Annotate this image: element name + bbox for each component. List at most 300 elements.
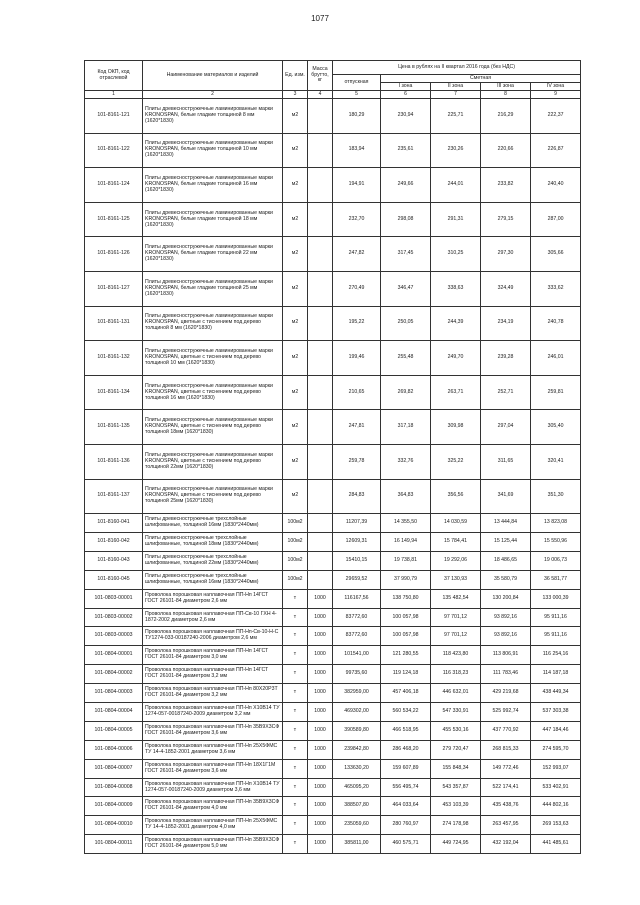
- price-zone4: 320,41: [531, 444, 581, 479]
- item-name: Плиты древесностружечные ламинированные марки KRONOSPAN, белые гладкие толщиной 22 мм (1620*1830): [143, 237, 283, 272]
- table-row: [85, 551, 581, 570]
- price-zone3: 437 770,92: [481, 721, 531, 740]
- price-release: 194,91: [333, 168, 381, 203]
- price-zone1: 255,48: [381, 341, 431, 376]
- price-release: 259,78: [333, 444, 381, 479]
- table-row: [85, 570, 581, 589]
- table-body-wires: [85, 514, 581, 854]
- table-row: [85, 168, 581, 203]
- price-zone3: 130 200,84: [481, 589, 531, 608]
- price-release: 239842,80: [333, 740, 381, 759]
- price-zone1: 138 750,80: [381, 589, 431, 608]
- price-zone3: 268 815,33: [481, 740, 531, 759]
- price-zone3: 111 783,46: [481, 665, 531, 684]
- price-zone4: 246,01: [531, 341, 581, 376]
- price-release: 385811,00: [333, 835, 381, 854]
- item-code: 101-8160-041: [85, 514, 143, 533]
- price-release: 180,29: [333, 99, 381, 134]
- price-zone1: 332,76: [381, 444, 431, 479]
- item-code: 101-0804-00001: [85, 646, 143, 665]
- table-row: [85, 703, 581, 722]
- item-code: 101-8161-125: [85, 202, 143, 237]
- price-zone2: 455 530,16: [431, 721, 481, 740]
- price-zone3: 525 992,74: [481, 703, 531, 722]
- price-zone4: 259,81: [531, 375, 581, 410]
- price-zone1: 269,82: [381, 375, 431, 410]
- price-zone1: 249,66: [381, 168, 431, 203]
- header-name: Наименование материалов и изделий: [143, 61, 283, 91]
- price-zone1: 457 406,18: [381, 684, 431, 703]
- price-release: 12609,31: [333, 533, 381, 552]
- price-zone3: 35 580,79: [481, 570, 531, 589]
- item-code: 101-8160-043: [85, 551, 143, 570]
- item-unit: м2: [283, 479, 308, 514]
- price-zone3: 220,66: [481, 133, 531, 168]
- price-zone3: 263 457,95: [481, 816, 531, 835]
- item-code: 101-8161-126: [85, 237, 143, 272]
- price-release: 210,65: [333, 375, 381, 410]
- price-zone2: 446 632,01: [431, 684, 481, 703]
- price-zone1: 560 534,22: [381, 703, 431, 722]
- item-name: Проволока порошковая наплавочная ПП-Нп 35В9Х3СФ ГОСТ 26101-84 диаметром 3,6 мм: [143, 721, 283, 740]
- col-number: 2: [143, 91, 283, 99]
- item-mass: [308, 570, 333, 589]
- item-name: Плиты древесностружечные ламинированные марки KRONOSPAN, цветные с тиснением под дерево толщиной 22мм (1620*1830): [143, 444, 283, 479]
- item-unit: м2: [283, 99, 308, 134]
- price-zone3: 234,19: [481, 306, 531, 341]
- price-zone2: 291,31: [431, 202, 481, 237]
- item-name: Проволока порошковая наплавочная ПП-Нп 14ГСТ ГОСТ 26101-84 диаметром 3,2 мм: [143, 665, 283, 684]
- price-release: 465095,20: [333, 778, 381, 797]
- price-zone2: 453 103,39: [431, 797, 481, 816]
- price-zone3: 297,30: [481, 237, 531, 272]
- price-release: 11207,39: [333, 514, 381, 533]
- price-zone4: 537 303,38: [531, 703, 581, 722]
- price-zone1: 250,05: [381, 306, 431, 341]
- item-name: Плиты древесностружечные трехслойные шлифованные, толщиной 22мм (1830*2440мм): [143, 551, 283, 570]
- price-zone3: 18 486,65: [481, 551, 531, 570]
- item-name: Плиты древесностружечные ламинированные марки KRONOSPAN, белые гладкие толщиной 16 мм (1620*1830): [143, 168, 283, 203]
- price-zone3: 252,71: [481, 375, 531, 410]
- item-name: Плиты древесностружечные ламинированные марки KRONOSPAN, цветные с тиснением под дерево толщиной 25мм (1620*1830): [143, 479, 283, 514]
- item-mass: [308, 444, 333, 479]
- price-zone3: 432 192,04: [481, 835, 531, 854]
- price-zone3: 93 892,16: [481, 627, 531, 646]
- price-zone3: 297,04: [481, 410, 531, 445]
- item-mass: 1000: [308, 627, 333, 646]
- price-zone2: 97 701,12: [431, 608, 481, 627]
- item-mass: 1000: [308, 684, 333, 703]
- item-name: Плиты древесностружечные ламинированные марки KRONOSPAN, цветные с тиснением под дерево толщиной 16 мм (1620*1830): [143, 375, 283, 410]
- price-zone2: 97 701,12: [431, 627, 481, 646]
- item-mass: [308, 375, 333, 410]
- price-zone1: 556 495,74: [381, 778, 431, 797]
- item-code: 101-8161-134: [85, 375, 143, 410]
- item-mass: [308, 271, 333, 306]
- header-estimate: Сметная: [381, 75, 581, 83]
- price-release: 83772,60: [333, 608, 381, 627]
- item-code: 101-8161-132: [85, 341, 143, 376]
- table-row: [85, 646, 581, 665]
- price-zone1: 100 057,98: [381, 627, 431, 646]
- table-body-boards: [85, 99, 581, 514]
- item-name: Проволока порошковая наплавочная ПП-Нп 14ГСТ ГОСТ 26101-84 диаметром 3,0 мм: [143, 646, 283, 665]
- table-row: [85, 271, 581, 306]
- table-row: [85, 740, 581, 759]
- item-mass: 1000: [308, 721, 333, 740]
- item-code: 101-0804-00005: [85, 721, 143, 740]
- item-unit: т: [283, 835, 308, 854]
- price-zone3: 341,69: [481, 479, 531, 514]
- col-number: 3: [283, 91, 308, 99]
- price-release: 270,49: [333, 271, 381, 306]
- price-zone4: 95 911,16: [531, 608, 581, 627]
- item-code: 101-0803-00002: [85, 608, 143, 627]
- price-release: 232,70: [333, 202, 381, 237]
- item-unit: т: [283, 608, 308, 627]
- price-zone1: 16 149,94: [381, 533, 431, 552]
- table-row: [85, 237, 581, 272]
- col-number: 5: [333, 91, 381, 99]
- item-code: 101-0804-00009: [85, 797, 143, 816]
- price-release: 235059,60: [333, 816, 381, 835]
- price-zone4: 152 993,07: [531, 759, 581, 778]
- price-zone4: 269 153,63: [531, 816, 581, 835]
- price-zone4: 305,40: [531, 410, 581, 445]
- price-zone2: 310,25: [431, 237, 481, 272]
- item-name: Проволока порошковая наплавочная ПП-Нп 35В9Х3СФ ГОСТ 26101-84 диаметром 4,0 мм: [143, 797, 283, 816]
- item-mass: [308, 168, 333, 203]
- price-zone3: 239,28: [481, 341, 531, 376]
- price-zone4: 274 595,70: [531, 740, 581, 759]
- price-zone2: 230,26: [431, 133, 481, 168]
- price-zone1: 460 575,71: [381, 835, 431, 854]
- price-release: 247,82: [333, 237, 381, 272]
- item-unit: м2: [283, 444, 308, 479]
- price-release: 247,81: [333, 410, 381, 445]
- price-zone3: 233,82: [481, 168, 531, 203]
- item-unit: т: [283, 684, 308, 703]
- item-unit: т: [283, 797, 308, 816]
- table-row: [85, 444, 581, 479]
- item-mass: [308, 341, 333, 376]
- header-zone1: I зона: [381, 83, 431, 91]
- price-release: 284,83: [333, 479, 381, 514]
- price-zone1: 121 280,55: [381, 646, 431, 665]
- item-mass: [308, 514, 333, 533]
- price-zone1: 346,47: [381, 271, 431, 306]
- price-release: 183,94: [333, 133, 381, 168]
- item-unit: м2: [283, 168, 308, 203]
- item-name: Проволока порошковая наплавочная ПП-Св-10 ГХН 4-1872-2002 диаметром 2,6 мм: [143, 608, 283, 627]
- item-unit: м2: [283, 202, 308, 237]
- price-zone1: 466 518,95: [381, 721, 431, 740]
- item-code: 101-8161-127: [85, 271, 143, 306]
- item-name: Плиты древесностружечные трехслойные шлифованные, толщиной 18мм (1830*2440мм): [143, 533, 283, 552]
- header-code: Код ОКП, код отраслевой: [85, 61, 143, 91]
- price-zone1: 464 033,64: [381, 797, 431, 816]
- price-zone1: 280 760,97: [381, 816, 431, 835]
- item-name: Проволока порошковая наплавочная ПП-Нп-Св-10-Н-С ТУ1274-033-00187240-2006 диаметром 2,6 мм: [143, 627, 283, 646]
- item-mass: [308, 479, 333, 514]
- price-zone3: 149 772,46: [481, 759, 531, 778]
- price-release: 390589,80: [333, 721, 381, 740]
- item-code: 101-0803-00003: [85, 627, 143, 646]
- price-zone2: 118 423,80: [431, 646, 481, 665]
- price-table: [84, 60, 581, 854]
- price-zone4: 438 449,34: [531, 684, 581, 703]
- item-code: 101-0804-00004: [85, 703, 143, 722]
- item-name: Плиты древесностружечные ламинированные марки KRONOSPAN, белые гладкие толщиной 8 мм (1620*1830): [143, 99, 283, 134]
- price-zone2: 19 292,06: [431, 551, 481, 570]
- table-row: [85, 684, 581, 703]
- price-zone3: 279,15: [481, 202, 531, 237]
- price-zone4: 133 000,39: [531, 589, 581, 608]
- price-release: 382959,00: [333, 684, 381, 703]
- price-zone3: 429 219,68: [481, 684, 531, 703]
- item-unit: м2: [283, 237, 308, 272]
- column-number-row: [85, 91, 581, 99]
- price-release: 133630,20: [333, 759, 381, 778]
- price-zone3: 15 125,44: [481, 533, 531, 552]
- price-zone2: 155 848,34: [431, 759, 481, 778]
- table-row: [85, 375, 581, 410]
- item-code: 101-8160-042: [85, 533, 143, 552]
- item-unit: т: [283, 740, 308, 759]
- item-mass: 1000: [308, 835, 333, 854]
- price-zone4: 36 581,77: [531, 570, 581, 589]
- item-mass: [308, 99, 333, 134]
- price-zone4: 351,30: [531, 479, 581, 514]
- header-release: отпускная: [333, 75, 381, 91]
- item-code: 101-8161-122: [85, 133, 143, 168]
- item-code: 101-0804-00008: [85, 778, 143, 797]
- item-mass: 1000: [308, 646, 333, 665]
- item-mass: [308, 202, 333, 237]
- price-release: 116167,56: [333, 589, 381, 608]
- price-zone1: 14 355,50: [381, 514, 431, 533]
- price-zone2: 37 130,93: [431, 570, 481, 589]
- price-zone2: 449 724,95: [431, 835, 481, 854]
- price-zone2: 225,71: [431, 99, 481, 134]
- item-mass: 1000: [308, 703, 333, 722]
- table-row: [85, 778, 581, 797]
- price-zone2: 15 784,41: [431, 533, 481, 552]
- price-zone1: 159 607,89: [381, 759, 431, 778]
- item-code: 101-0804-00003: [85, 684, 143, 703]
- price-zone4: 114 187,18: [531, 665, 581, 684]
- price-zone3: 311,65: [481, 444, 531, 479]
- price-release: 195,22: [333, 306, 381, 341]
- price-release: 83772,60: [333, 627, 381, 646]
- table-row: [85, 133, 581, 168]
- price-release: 99735,60: [333, 665, 381, 684]
- item-code: 101-0804-00006: [85, 740, 143, 759]
- item-unit: 100м2: [283, 570, 308, 589]
- price-zone2: 263,71: [431, 375, 481, 410]
- item-mass: [308, 133, 333, 168]
- item-name: Проволока порошковая наплавочная ПП-Нп Х10В14 ТУ 1274-057-00187240-2009 диаметром 3,6 мм: [143, 778, 283, 797]
- table-row: [85, 410, 581, 445]
- price-zone2: 543 357,87: [431, 778, 481, 797]
- item-mass: [308, 237, 333, 272]
- item-unit: т: [283, 627, 308, 646]
- price-zone1: 19 738,81: [381, 551, 431, 570]
- price-zone1: 37 990,79: [381, 570, 431, 589]
- item-code: 101-8161-124: [85, 168, 143, 203]
- item-unit: т: [283, 759, 308, 778]
- item-code: 101-0804-00010: [85, 816, 143, 835]
- item-name: Плиты древесностружечные ламинированные марки KRONOSPAN, белые гладкие толщиной 25 мм (1620*1830): [143, 271, 283, 306]
- price-zone1: 119 124,18: [381, 665, 431, 684]
- item-unit: т: [283, 646, 308, 665]
- header-mass: Масса брутто, кг: [308, 61, 333, 91]
- item-code: 101-8161-137: [85, 479, 143, 514]
- item-name: Проволока порошковая наплавочная ПП-Нп 80Х20Р3Т ГОСТ 26101-84 диаметром 3,2 мм: [143, 684, 283, 703]
- table-row: [85, 514, 581, 533]
- item-name: Проволока порошковая наплавочная ПП-Нп 25Х5ФМС ТУ 14-4-1852-2001 диаметром 4,0 мм: [143, 816, 283, 835]
- header-unit: Ед. изм.: [283, 61, 308, 91]
- item-mass: 1000: [308, 759, 333, 778]
- item-unit: т: [283, 589, 308, 608]
- item-code: 101-8161-131: [85, 306, 143, 341]
- item-name: Плиты древесностружечные ламинированные марки KRONOSPAN, белые гладкие толщиной 10 мм (1620*1830): [143, 133, 283, 168]
- table-row: [85, 627, 581, 646]
- item-unit: м2: [283, 306, 308, 341]
- table-row: [85, 835, 581, 854]
- price-zone3: 324,49: [481, 271, 531, 306]
- price-zone3: 435 438,76: [481, 797, 531, 816]
- price-zone4: 19 006,73: [531, 551, 581, 570]
- item-unit: т: [283, 816, 308, 835]
- item-unit: 100м2: [283, 514, 308, 533]
- price-zone3: 13 444,84: [481, 514, 531, 533]
- table-row: [85, 665, 581, 684]
- price-zone2: 244,39: [431, 306, 481, 341]
- price-zone1: 235,61: [381, 133, 431, 168]
- item-mass: 1000: [308, 608, 333, 627]
- item-mass: 1000: [308, 797, 333, 816]
- item-code: 101-8161-135: [85, 410, 143, 445]
- item-name: Плиты древесностружечные ламинированные марки KRONOSPAN, цветные с тиснением под дерево толщиной 18мм (1620*1830): [143, 410, 283, 445]
- header-zone4: IV зона: [531, 83, 581, 91]
- price-zone1: 286 468,20: [381, 740, 431, 759]
- price-zone4: 447 184,46: [531, 721, 581, 740]
- price-zone4: 533 402,91: [531, 778, 581, 797]
- page-number: 1077: [311, 14, 329, 23]
- header-zone3: III зона: [481, 83, 531, 91]
- item-name: Проволока порошковая наплавочная ПП-Нп Х10В14 ТУ 1274-057-00187240-2009 диаметром 3,2 мм: [143, 703, 283, 722]
- item-name: Проволока порошковая наплавочная ПП-Нп 25Х5ФМС ТУ 14-4-1852-2001 диаметром 3,6 мм: [143, 740, 283, 759]
- col-number: 1: [85, 91, 143, 99]
- price-zone1: 317,45: [381, 237, 431, 272]
- item-unit: т: [283, 703, 308, 722]
- col-number: 9: [531, 91, 581, 99]
- price-zone3: 113 806,91: [481, 646, 531, 665]
- price-zone2: 356,56: [431, 479, 481, 514]
- price-zone4: 240,40: [531, 168, 581, 203]
- price-zone4: 222,37: [531, 99, 581, 134]
- price-zone4: 333,62: [531, 271, 581, 306]
- price-release: 388507,80: [333, 797, 381, 816]
- item-unit: т: [283, 778, 308, 797]
- price-zone3: 216,29: [481, 99, 531, 134]
- item-mass: [308, 306, 333, 341]
- price-zone4: 444 802,16: [531, 797, 581, 816]
- item-mass: [308, 410, 333, 445]
- item-mass: [308, 551, 333, 570]
- table-row: [85, 202, 581, 237]
- price-zone1: 364,83: [381, 479, 431, 514]
- table-row: [85, 99, 581, 134]
- item-name: Проволока порошковая наплавочная ПП-Нп 18Х1Г1М ГОСТ 26101-84 диаметром 3,6 мм: [143, 759, 283, 778]
- price-zone4: 15 550,96: [531, 533, 581, 552]
- price-zone4: 95 911,16: [531, 627, 581, 646]
- col-number: 7: [431, 91, 481, 99]
- price-zone2: 116 318,23: [431, 665, 481, 684]
- table-row: [85, 721, 581, 740]
- price-zone2: 249,70: [431, 341, 481, 376]
- item-mass: 1000: [308, 778, 333, 797]
- item-name: Плиты древесностружечные ламинированные марки KRONOSPAN, цветные с тиснением под дерево толщиной 10 мм (1620*1830): [143, 341, 283, 376]
- price-zone4: 116 254,16: [531, 646, 581, 665]
- price-zone1: 317,18: [381, 410, 431, 445]
- item-code: 101-0804-00011: [85, 835, 143, 854]
- price-zone4: 240,78: [531, 306, 581, 341]
- price-zone3: 522 174,41: [481, 778, 531, 797]
- price-zone1: 100 057,98: [381, 608, 431, 627]
- item-unit: м2: [283, 375, 308, 410]
- price-zone2: 274 178,98: [431, 816, 481, 835]
- item-code: 101-8161-136: [85, 444, 143, 479]
- price-zone1: 298,08: [381, 202, 431, 237]
- price-zone2: 14 030,59: [431, 514, 481, 533]
- table-row: [85, 589, 581, 608]
- item-name: Плиты древесностружечные трехслойные шлифованные, толщиной 16мм (1830*2440мм): [143, 570, 283, 589]
- item-name: Плиты древесностружечные трехслойные шлифованные, толщиной 16мм (1830*2440мм): [143, 514, 283, 533]
- price-zone2: 547 330,91: [431, 703, 481, 722]
- table-row: [85, 479, 581, 514]
- price-zone1: 230,94: [381, 99, 431, 134]
- price-zone2: 325,22: [431, 444, 481, 479]
- price-zone3: 93 892,16: [481, 608, 531, 627]
- col-number: 4: [308, 91, 333, 99]
- price-release: 469302,00: [333, 703, 381, 722]
- item-code: 101-0803-00001: [85, 589, 143, 608]
- header-price-group: Цена в рублях на II квартал 2016 года (без НДС): [333, 61, 581, 75]
- item-mass: [308, 533, 333, 552]
- table-row: [85, 608, 581, 627]
- item-mass: 1000: [308, 740, 333, 759]
- item-name: Проволока порошковая наплавочная ПП-Нп 35В9Х3СФ ГОСТ 26101-84 диаметром 5,0 мм: [143, 835, 283, 854]
- price-release: 101541,00: [333, 646, 381, 665]
- header-zone2: II зона: [431, 83, 481, 91]
- item-mass: 1000: [308, 816, 333, 835]
- price-release: 199,46: [333, 341, 381, 376]
- item-mass: 1000: [308, 665, 333, 684]
- price-zone4: 226,87: [531, 133, 581, 168]
- col-number: 8: [481, 91, 531, 99]
- item-unit: т: [283, 665, 308, 684]
- item-code: 101-0804-00002: [85, 665, 143, 684]
- price-release: 29659,52: [333, 570, 381, 589]
- col-number: 6: [381, 91, 431, 99]
- table-row: [85, 759, 581, 778]
- item-unit: т: [283, 721, 308, 740]
- table-row: [85, 306, 581, 341]
- price-zone4: 13 823,08: [531, 514, 581, 533]
- price-zone2: 279 720,47: [431, 740, 481, 759]
